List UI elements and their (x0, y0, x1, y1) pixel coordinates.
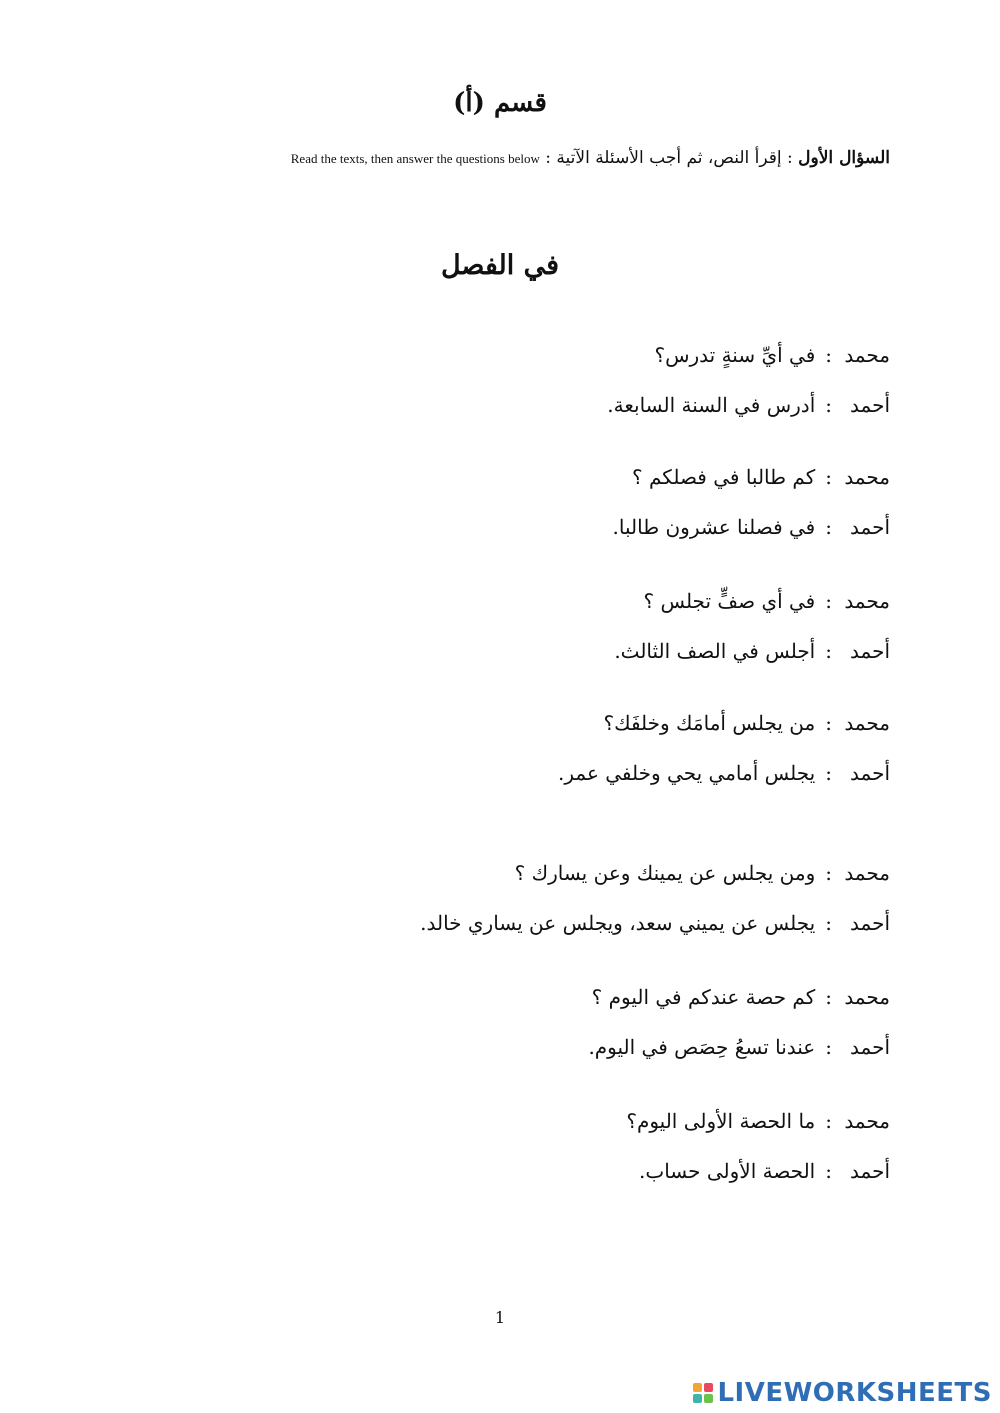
colon: : (825, 861, 832, 885)
colon: : (825, 343, 832, 367)
colon: : (825, 911, 832, 935)
dialogue-line (654, 340, 890, 370)
logo-square-3 (693, 1394, 702, 1403)
colon: : (825, 393, 832, 417)
logo-text-suffix: WORKSHEETS (783, 1378, 992, 1408)
speaker-name: أحمد (850, 1159, 890, 1183)
speaker-name: محمد (844, 1109, 890, 1133)
dialogue-line (614, 636, 890, 666)
dialogue-line (558, 758, 890, 788)
speaker-name: محمد (844, 711, 890, 735)
dialogue-text: في فصلنا عشرون طالبا. (612, 515, 816, 539)
instruction-english: Read the texts, then answer the questions below (290, 151, 540, 166)
reading-title: في الفصل (440, 250, 560, 281)
question-label: السؤال الأول (798, 148, 890, 168)
colon: : (825, 515, 832, 539)
page-number: 1 (494, 1308, 506, 1327)
dialogue-line (607, 390, 890, 420)
speaker-name: محمد (844, 343, 890, 367)
dialogue-text: أجلس في الصف الثالث. (614, 639, 816, 663)
dialogue-line (626, 1106, 890, 1136)
colon: : (825, 1035, 832, 1059)
instruction-line (291, 148, 890, 168)
colon: : (825, 761, 832, 785)
colon: : (825, 1109, 832, 1133)
speaker-name: أحمد (850, 393, 890, 417)
logo-square-4 (704, 1394, 713, 1403)
speaker-name: محمد (844, 861, 890, 885)
dialogue-text: في أيِّ سنةٍ تدرس؟ (654, 343, 816, 367)
dialogue-text: ومن يجلس عن يمينك وعن يسارك ؟ (514, 861, 816, 885)
dialogue-line (515, 858, 890, 888)
dialogue-text: الحصة الأولى حساب. (639, 1159, 816, 1183)
instruction-arabic: إقرأ النص، ثم أجب الأسئلة الآتية : (545, 148, 782, 168)
speaker-name: أحمد (850, 515, 890, 539)
dialogue-line (588, 1032, 890, 1062)
speaker-name: محمد (844, 985, 890, 1009)
logo-square-2 (704, 1383, 713, 1392)
speaker-name: أحمد (850, 639, 890, 663)
dialogue-text: في أي صفٍّ تجلس ؟ (643, 589, 816, 613)
dialogue-text: كم حصة عندكم في اليوم ؟ (591, 985, 816, 1009)
dialogue-text: أدرس في السنة السابعة. (607, 393, 816, 417)
speaker-name: محمد (844, 589, 890, 613)
dialogue-text: ما الحصة الأولى اليوم؟ (626, 1109, 816, 1133)
colon: : (825, 985, 832, 1009)
dialogue-text: كم طالبا في فصلكم ؟ (632, 465, 816, 489)
speaker-name: أحمد (850, 761, 890, 785)
colon: : (825, 639, 832, 663)
section-title: قسم (أ) (453, 88, 547, 118)
dialogue-text: عندنا تسعُ حِصَص في اليوم. (588, 1035, 816, 1059)
instruction-separator: : (787, 148, 793, 168)
speaker-name: أحمد (850, 1035, 890, 1059)
dialogue-text: من يجلس أمامَك وخلفَك؟ (603, 711, 816, 735)
dialogue-text: يجلس أمامي يحي وخلفي عمر. (558, 761, 816, 785)
dialogue-text: يجلس عن يميني سعد، ويجلس عن يساري خالد. (420, 911, 816, 935)
dialogue-line (592, 982, 890, 1012)
liveworksheets-logo[interactable] (693, 1378, 992, 1408)
dialogue-line (613, 512, 890, 542)
dialogue-line (603, 708, 890, 738)
logo-square-1 (693, 1383, 702, 1392)
colon: : (825, 1159, 832, 1183)
dialogue-line (639, 1156, 890, 1186)
colon: : (825, 589, 832, 613)
dialogue-line (643, 586, 890, 616)
dialogue-line (420, 908, 890, 938)
speaker-name: محمد (844, 465, 890, 489)
logo-mark-icon (693, 1383, 713, 1403)
speaker-name: أحمد (850, 911, 890, 935)
dialogue-line (632, 462, 890, 492)
logo-text (717, 1378, 992, 1408)
logo-text-prefix: LIVE (717, 1378, 784, 1408)
colon: : (825, 465, 832, 489)
colon: : (825, 711, 832, 735)
